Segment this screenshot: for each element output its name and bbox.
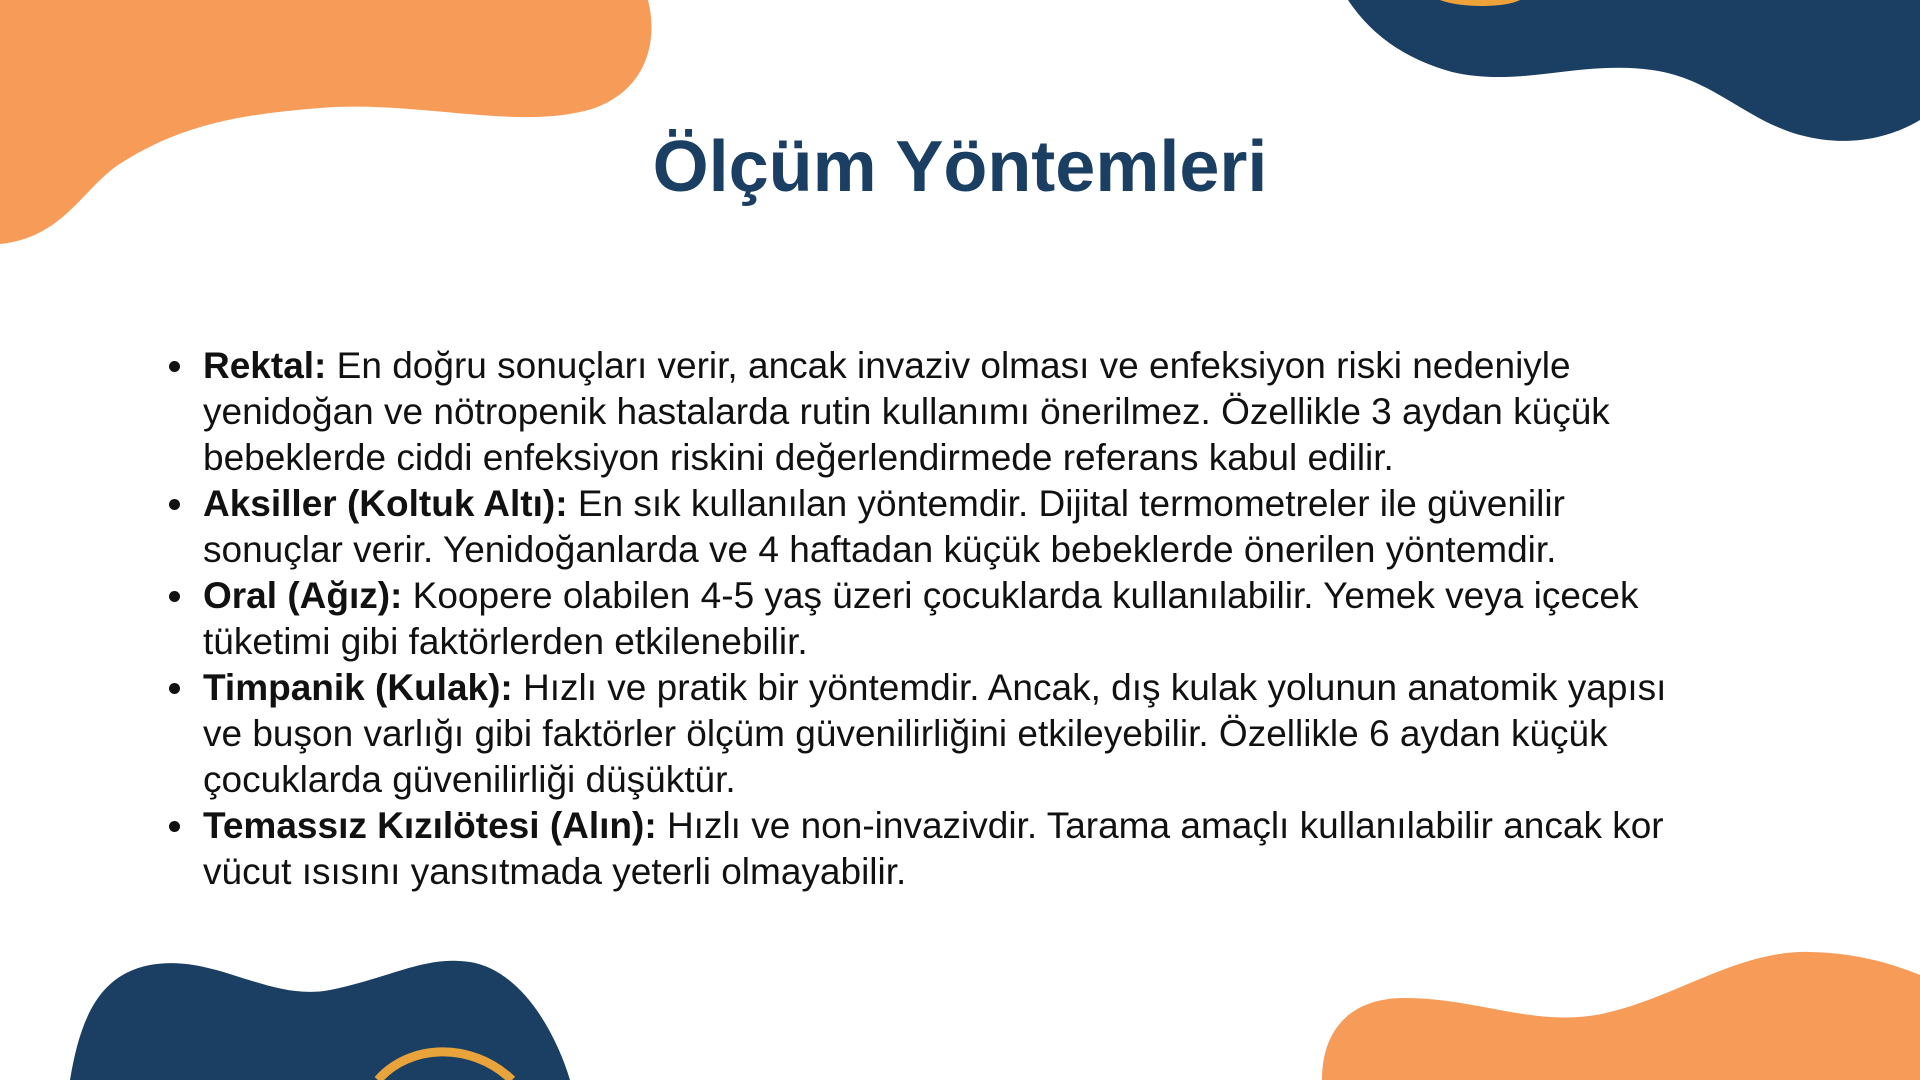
bullet-dot-icon (169, 361, 180, 372)
navy-blob-top-right (1348, 0, 1920, 141)
bullet-dot-icon (169, 499, 180, 510)
bullet-dot-icon (169, 821, 180, 832)
method-description: En sık kullanılan yöntemdir. Dijital termometreler ile güvenilir sonuçlar verir. Yenidoğanlarda ve 4 haftadan küçük bebeklerde önerilen yöntemdir. (203, 483, 1565, 570)
list-item-axillary (203, 481, 1713, 573)
measurement-methods-list (203, 343, 1713, 895)
method-term: Timpanik (Kulak): (203, 667, 513, 708)
orange-accent-top (1440, 0, 1520, 6)
list-item-rectal (203, 343, 1713, 481)
method-term: Aksiller (Koltuk Altı): (203, 483, 568, 524)
bullet-dot-icon (169, 683, 180, 694)
list-item-infrared-forehead (203, 803, 1713, 895)
method-description: Hızlı ve pratik bir yöntemdir. Ancak, dış kulak yolunun anatomik yapısı ve buşon varlığı gibi faktörler ölçüm güvenilirliğini etkileyebilir. Özellikle 6 aydan küçük çocuklarda güvenilirliği düşüktür. (203, 667, 1667, 800)
method-term: Oral (Ağız): (203, 575, 403, 616)
method-description: Hızlı ve non-invazivdir. Tarama amaçlı kullanılabilir ancak kor vücut ısısını yansıtmada yeterli olmayabilir. (203, 805, 1664, 892)
method-term: Temassız Kızılötesi (Alın): (203, 805, 657, 846)
navy-blob-bottom-left (70, 961, 570, 1080)
method-term: Rektal: (203, 345, 327, 386)
orange-arc-outline (378, 1052, 512, 1080)
orange-blob-bottom-right (1322, 952, 1920, 1080)
list-item-oral (203, 573, 1713, 665)
slide-title: Ölçüm Yöntemleri (652, 127, 1268, 207)
method-description: Koopere olabilen 4-5 yaş üzeri çocuklarda kullanılabilir. Yemek veya içecek tüketimi gibi faktörlerden etkilenebilir. (203, 575, 1639, 662)
method-description: En doğru sonuçları verir, ancak invaziv olması ve enfeksiyon riski nedeniyle yenidoğan ve nötropenik hastalarda rutin kullanımı önerilmez. Özellikle 3 aydan küçük bebeklerde ciddi enfeksiyon riskini değerlendirmede referans kabul edilir. (203, 345, 1610, 478)
orange-blob-top-left (0, 0, 651, 244)
list-item-tympanic (203, 665, 1713, 803)
bullet-dot-icon (169, 591, 180, 602)
